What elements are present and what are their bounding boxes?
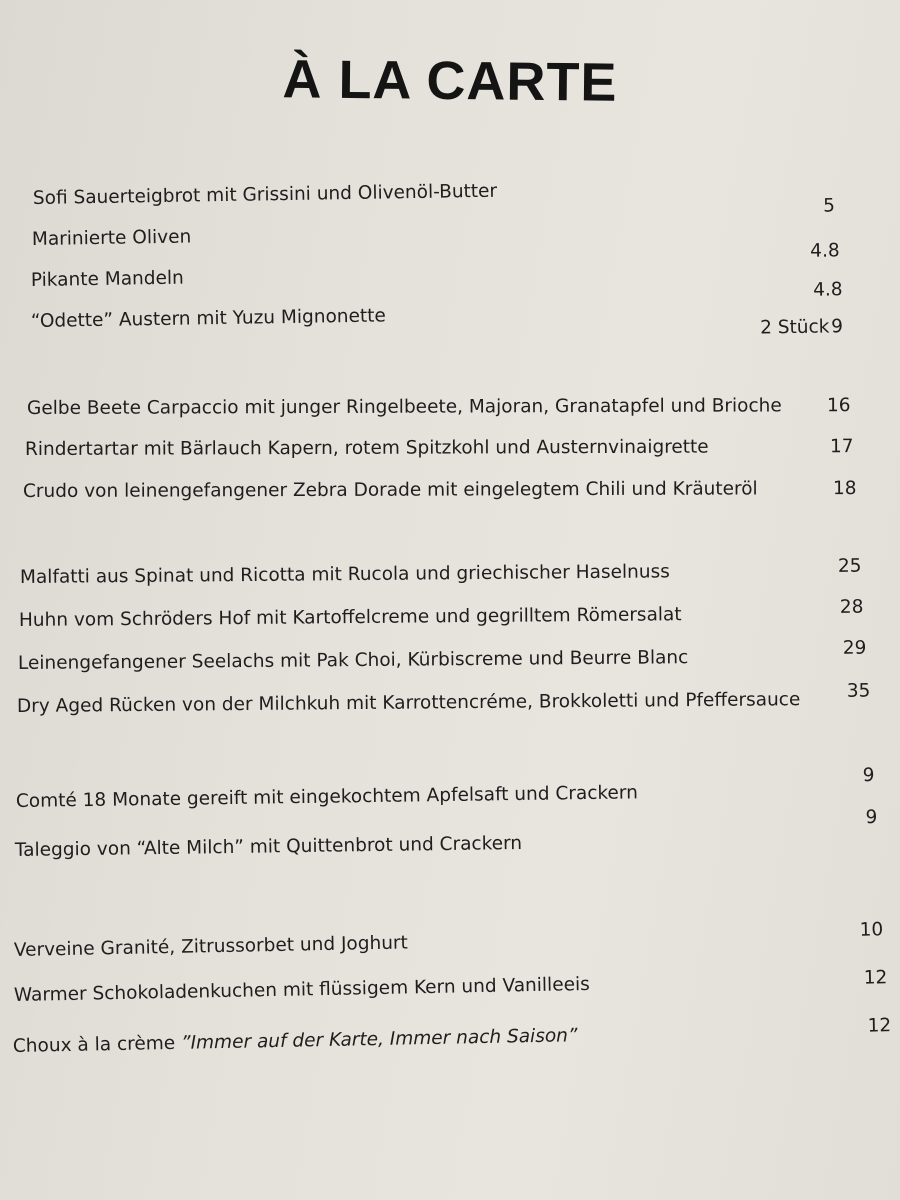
dish-price: 17 [829, 436, 854, 458]
menu-item [31, 257, 851, 300]
dish-price: 9 [862, 765, 875, 787]
dish-price: 25 [837, 555, 862, 577]
menu-item [22, 478, 857, 511]
dish-name: Rindertartar mit Bärlauch Kapern, rotem Spitzkohl und Austernvinaigrette [24, 436, 709, 460]
dish-name: Marinierte Oliven [31, 226, 192, 250]
dish-quantity: 2 Stück [759, 316, 830, 339]
dish-price: 10 [859, 919, 884, 941]
dish-price: 12 [867, 1015, 892, 1037]
menu-item [25, 436, 855, 469]
dish-price: 9 [830, 316, 844, 338]
dish-price: 16 [826, 395, 851, 417]
dish-name [13, 1025, 578, 1057]
menu-item [13, 967, 888, 1015]
menu-item [16, 680, 871, 726]
dish-price: 29 [842, 637, 867, 659]
dish-name: Leinengefangener Seelachs mit Pak Choi, Kürbiscreme und Beurre Blanc [17, 647, 689, 674]
dish-price: 12 [863, 967, 888, 989]
dish-price: 18 [832, 478, 857, 500]
dish-name: Crudo von leinengefangener Zebra Dorade mit eingelegtem Chili und Kräuteröl [22, 478, 758, 502]
dish-price: 5 [822, 195, 836, 217]
dish-name: Pikante Mandeln [30, 267, 184, 291]
dish-name: “Odette” Austern mit Yuzu Mignonette [30, 305, 386, 332]
dish-name: Gelbe Beete Carpaccio mit junger Ringelbeete, Majoran, Granatapfel und Brioche [26, 395, 782, 419]
dish-name: Warmer Schokoladenkuchen mit flüssigem Kern und Vanilleeis [13, 973, 590, 1006]
menu-item [31, 216, 852, 262]
menu-item [14, 806, 878, 870]
dish-price: 4.8 [813, 279, 843, 301]
dish-price: 28 [839, 596, 864, 618]
menu-item [18, 596, 864, 640]
menu-item [27, 395, 857, 428]
dish-name: Taleggio von “Alte Milch” mit Quittenbrot und Crackern [14, 832, 523, 861]
dish-price: 9 [865, 806, 878, 829]
dish-name-plain: Choux à la crème [12, 1032, 182, 1057]
menu-item [13, 919, 884, 970]
menu-item [17, 637, 867, 683]
dish-price: 35 [846, 680, 871, 702]
menu-item [33, 175, 853, 218]
dish-name: Malfatti aus Spinat und Ricotta mit Rucola und griechischer Haselnuss [19, 561, 670, 588]
dish-name-italic: ”Immer auf der Karte, Immer nach Saison” [180, 1025, 578, 1054]
menu-title: À LA CARTE [282, 49, 618, 113]
menu-item [31, 298, 851, 341]
menu-item [19, 555, 862, 597]
menu-item [12, 1015, 893, 1066]
dish-name: Comté 18 Monate gereift mit eingekochtem Apfelsaft und Crackern [15, 782, 639, 812]
dish-name: Dry Aged Rücken von der Milchkuh mit Karrottencréme, Brokkoletti und Pfeffersauce [16, 689, 801, 717]
dish-price: 4.8 [810, 240, 840, 262]
menu-item [15, 765, 876, 821]
dish-name: Huhn vom Schröders Hof mit Kartoffelcreme und gegrilltem Römersalat [18, 604, 682, 631]
dish-name: Verveine Granité, Zitrussorbet und Joghurt [13, 932, 409, 961]
dish-name: Sofi Sauerteigbrot mit Grissini und Olivenöl-Butter [32, 180, 498, 209]
